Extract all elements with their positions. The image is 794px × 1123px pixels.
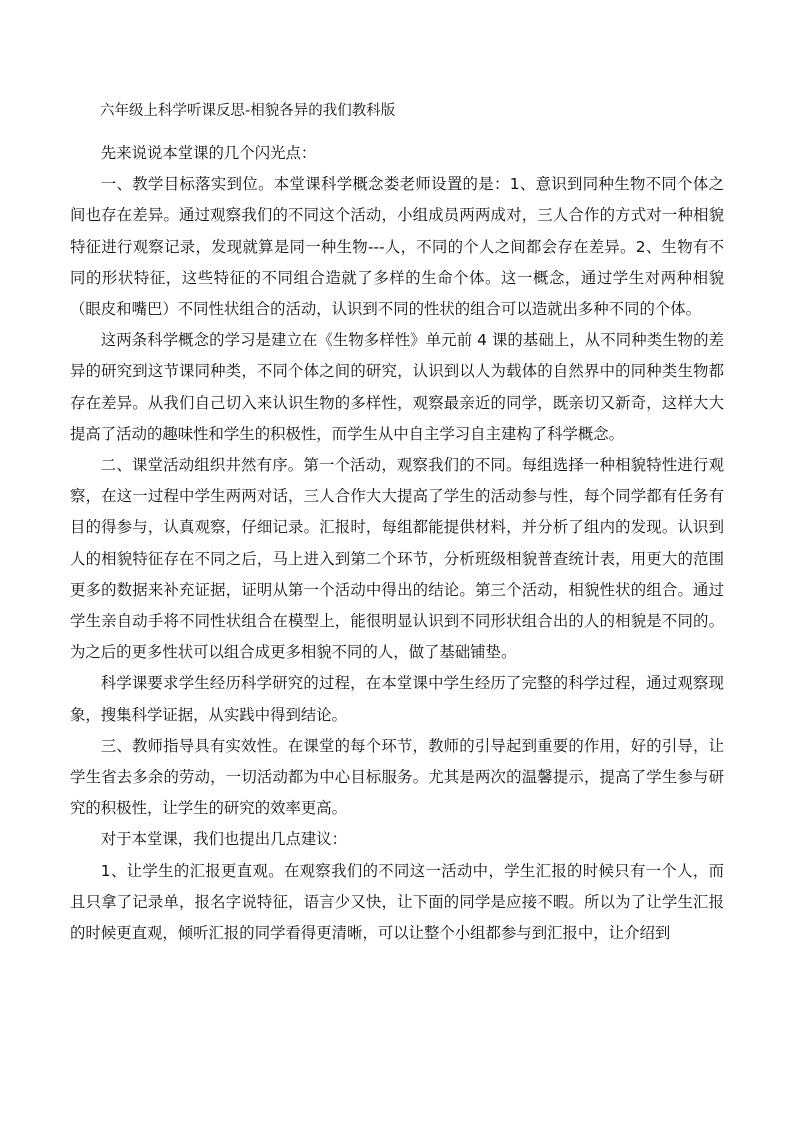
document-page bbox=[70, 98, 724, 949]
paragraph-suggestion-one: 1、让学生的汇报更直观。在观察我们的不同这一活动中，学生汇报的时候只有一个人，而且只拿了记录单，报名字说特征，语言少又快，让下面的同学是应接不暇。所以为了让学生汇报的时候更直观，倾听汇报的同学看得更清晰，可以让整个小组都参与到汇报中，让介绍到 bbox=[70, 861, 724, 943]
paragraph-point-two: 二、课堂活动组织井然有序。第一个活动，观察我们的不同。每组选择一种相貌特性进行观察，在这一过程中学生两两对话，三人合作大大提高了学生的活动参与性，每个同学都有任务有目的得参与，认真观察，仔细记录。汇报时，每组都能提供材料，并分析了组内的发现。认识到人的相貌特征存在不同之后，马上进入到第二个环节，分析班级相貌普查统计表，用更大的范围更多的数据来补充证据，证明从第一个活动中得出的结论。第三个活动，相貌性状的组合。通过学生亲自动手将不同性状组合在模型上，能很明显认识到不同形状组合出的人的相貌是不同的。为之后的更多性状可以组合成更多相貌不同的人，做了基础铺垫。 bbox=[70, 456, 724, 662]
paragraph-suggestions-intro: 对于本堂课，我们也提出几点建议： bbox=[100, 830, 348, 849]
paragraph-point-one: 一、教学目标落实到位。本堂课科学概念娄老师设置的是：1、意识到同种生物不同个体之间也存在差异。通过观察我们的不同这个活动，小组成员两两成对，三人合作的方式对一种相貌特征进行观察记录，发现就算是同一种生物---人，不同的个人之间都会存在差异。2、生物有不同的形状特征，这些特征的不同组合造就了多样的生命个体。这一概念，通过学生对两种相貌（眼皮和嘴巴）不同性状组合的活动，认识到不同的性状的组合可以造就出多种不同的个体。 bbox=[70, 175, 724, 319]
document-title: 六年级上科学听课反思-相貌各异的我们教科版 bbox=[100, 103, 396, 119]
paragraph-intro: 先来说说本堂课的几个闪光点： bbox=[100, 144, 317, 162]
paragraph-point-three: 三、教师指导具有实效性。在课堂的每个环节，教师的引导起到重要的作用，好的引导，让学生省去多余的劳动，一切活动都为中心目标服务。尤其是两次的温馨提示，提高了学生参与研究的积极性，让学生的研究的效率更高。 bbox=[70, 736, 724, 818]
paragraph-concept-basis: 这两条科学概念的学习是建立在《生物多样性》单元前 4 课的基础上，从不同种类生物的差异的研究到这节课同种类，不同个体之间的研究，认识到以人为载体的自然界中的同种类生物都存在差异。从我们自己切入来认识生物的多样性，观察最亲近的同学，既亲切又新奇，这样大大提高了活动的趣味性和学生的积极性，而学生从中自主学习自主建构了科学概念。 bbox=[70, 331, 724, 443]
paragraph-science-process: 科学课要求学生经历科学研究的过程，在本堂课中学生经历了完整的科学过程，通过观察现象，搜集科学证据，从实践中得到结论。 bbox=[70, 674, 724, 724]
